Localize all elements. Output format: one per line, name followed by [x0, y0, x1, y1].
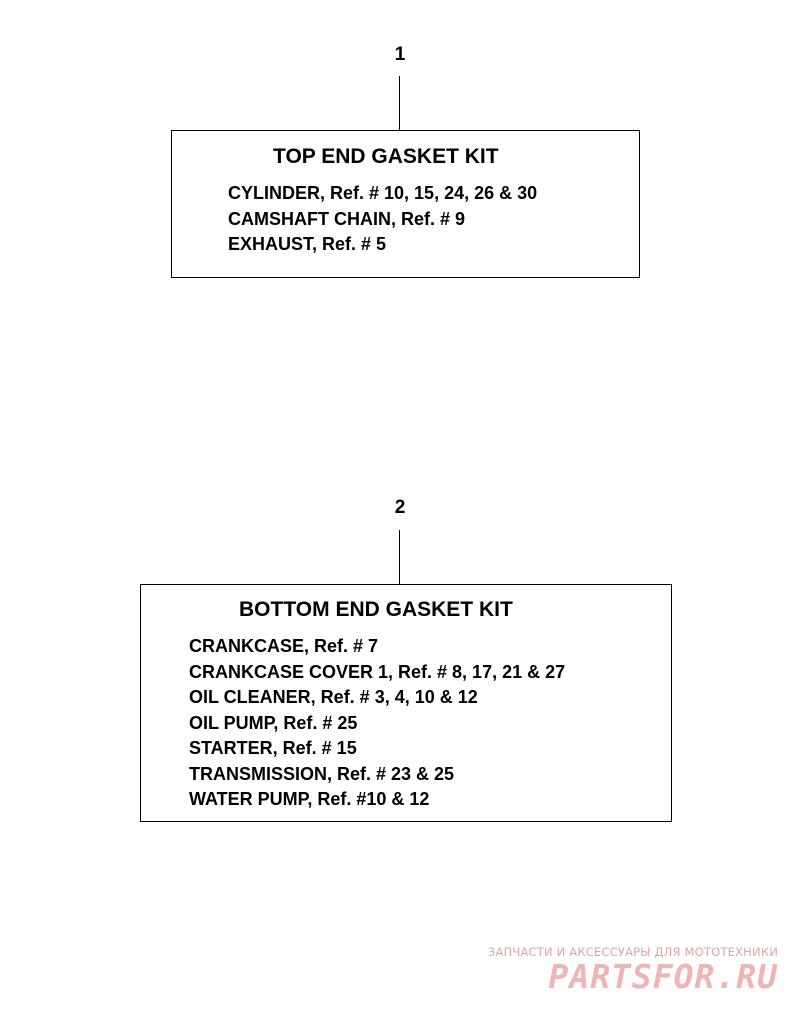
leader-line-2 — [399, 530, 400, 585]
watermark-logo: PARTSFOR.RU — [548, 957, 778, 996]
leader-line-1 — [399, 76, 400, 131]
kit-item: EXHAUST, Ref. # 5 — [228, 234, 387, 254]
kit-item: WATER PUMP, Ref. #10 & 12 — [189, 789, 430, 809]
kit-item: STARTER, Ref. # 15 — [189, 738, 357, 758]
callout-number-1: 1 — [394, 44, 406, 65]
kit-item-list-top-end — [228, 181, 537, 258]
watermark-tagline: ЗАПЧАСТИ И АКСЕССУАРЫ ДЛЯ МОТОТЕХНИКИ — [487, 945, 778, 959]
kit-item: CRANKCASE COVER 1, Ref. # 8, 17, 21 & 27 — [189, 661, 566, 682]
callout-number-2: 2 — [394, 497, 406, 518]
kit-item-list-bottom-end — [189, 634, 565, 813]
kit-title-bottom-end: BOTTOM END GASKET KIT — [239, 598, 513, 621]
bottom-end-gasket-kit-box — [140, 584, 672, 822]
kit-item: CYLINDER, Ref. # 10, 15, 24, 26 & 30 — [228, 183, 538, 203]
top-end-gasket-kit-box — [171, 130, 640, 278]
watermark — [488, 945, 778, 995]
kit-item: TRANSMISSION, Ref. # 23 & 25 — [189, 763, 455, 784]
kit-item: OIL PUMP, Ref. # 25 — [189, 712, 358, 733]
kit-item: OIL CLEANER, Ref. # 3, 4, 10 & 12 — [189, 687, 478, 707]
kit-item: CAMSHAFT CHAIN, Ref. # 9 — [228, 208, 466, 229]
kit-item: CRANKCASE, Ref. # 7 — [189, 636, 379, 656]
kit-title-top-end: TOP END GASKET KIT — [273, 145, 499, 168]
